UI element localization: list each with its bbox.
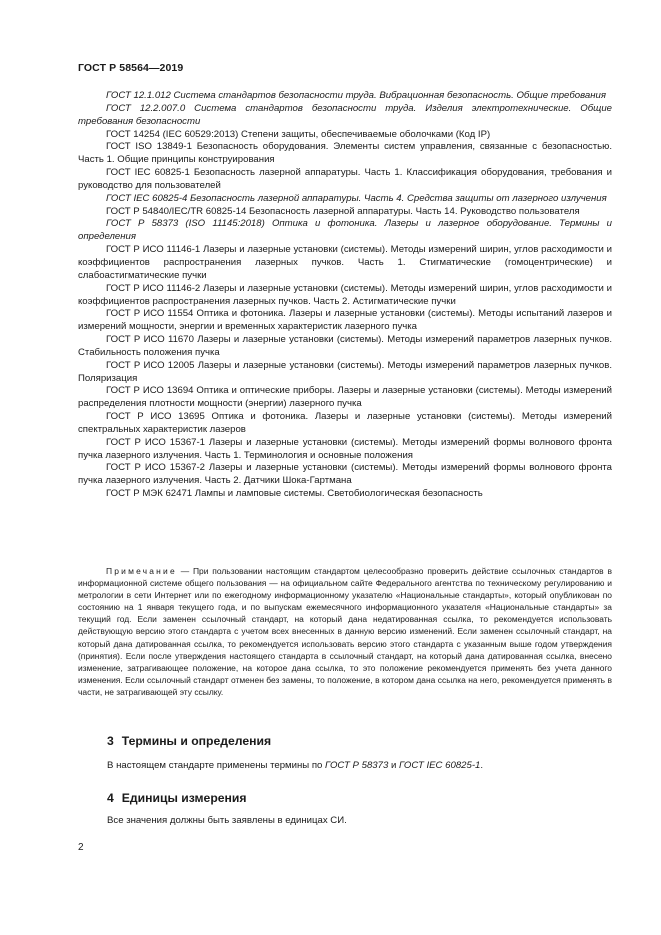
reference-item: ГОСТ Р 54840/IEC/TR 60825-14 Безопасность лазерной аппаратуры. Часть 14. Руководство пользователя: [106, 205, 580, 217]
reference-link: ГОСТ Р 58373: [325, 760, 389, 771]
reference-item: ГОСТ IEC 60825-1 Безопасность лазерной аппаратуры. Часть 1. Классификация оборудования, требования и руководство для пользователей: [78, 167, 612, 191]
reference-link: ГОСТ IEC 60825-1: [399, 760, 481, 771]
section-title: Термины и определения: [121, 734, 272, 748]
reference-item: ГОСТ Р ИСО 11554 Оптика и фотоника. Лазеры и лазерные установки (системы). Методы испытаний лазеров и измерений мощности, энергии и временных характеристик лазерного пучка: [78, 308, 612, 333]
reference-item: ГОСТ Р ИСО 15367-1 Лазеры и лазерные установки (системы). Методы измерений формы волнового фронта пучка лазерного излучения. Часть 1. Терминология и основные положения: [78, 436, 612, 461]
note-text: — При пользовании настоящим стандартом целесообразно проверить действие ссылочных стандартов в информационной системе общего пользования — на официальном сайте Федерального агентства по техническому регулированию и метрологии в сети Интернет или по ежегодному информационному указателю «Национальные стандарты», который опубликован по состоянию на 1 января текущего года, и по выпускам ежемесячного информационного указателя «Национальные стандарты» за текущий год. Если заменен ссылочный стандарт, на который дана недатированная ссылка, то рекомендуется использовать действующую версию этого стандарта с учетом всех внесенных в данную версию изменений. Если заменен ссылочный стандарт, на который дана датированная ссылка, то рекомендуется использовать версию этого стандарта с указанным выше годом утверждения (принятия). Если после утверждения настоящего стандарта в ссылочный стандарт, на который дана датированная ссылка, внесено изменение, затрагивающее положение, на которое дана ссылка, то это положение рекомендуется применять без учета данного изменения. Если ссылочный стандарт отменен без замены, то положение, в котором дана ссылка на него, рекомендуется применять в части, не затрагивающей эту ссылку.: [78, 566, 612, 697]
reference-item: ГОСТ Р МЭК 62471 Лампы и ламповые системы. Светобиологическая безопасность: [106, 488, 483, 500]
reference-item: ГОСТ 12.1.012 Система стандартов безопасности труда. Вибрационная безопасность. Общие требования: [106, 90, 606, 101]
section-4-heading: [107, 791, 247, 805]
document-header: ГОСТ Р 58564—2019: [78, 62, 184, 74]
section-4-paragraph: Все значения должны быть заявлены в единицах СИ.: [107, 815, 347, 826]
note-paragraph: [78, 565, 612, 698]
reference-item: ГОСТ Р ИСО 13695 Оптика и фотоника. Лазеры и лазерные установки (системы). Методы измерений спектральных характеристик лазеров: [78, 411, 612, 435]
reference-item: ГОСТ Р 58373 (ISO 11145:2018) Оптика и фотоника. Лазеры и лазерное оборудование. Термины и определения: [78, 218, 612, 243]
reference-item: ГОСТ Р ИСО 15367-2 Лазеры и лазерные установки (системы). Методы измерений формы волнового фронта пучка лазерного излучения. Часть 2. Датчики Шока-Гартмана: [78, 462, 612, 487]
reference-item: ГОСТ Р ИСО 12005 Лазеры и лазерные установки (системы). Методы измерений параметров лазерных пучков. Поляризация: [78, 359, 612, 384]
section-number: 3: [107, 734, 114, 748]
normative-references-list: [78, 90, 612, 501]
paragraph-text: и: [388, 760, 399, 771]
reference-item: ГОСТ 12.2.007.0 Система стандартов безопасности труда. Изделия электротехнические. Общие требования безопасности: [78, 102, 612, 127]
reference-item: ГОСТ Р ИСО 11146-2 Лазеры и лазерные установки (системы). Методы измерений ширин, углов расходимости и коэффициентов распространения лазерных пучков. Часть 2. Астигматические пучки: [78, 282, 612, 307]
section-title: Единицы измерения: [121, 791, 247, 805]
reference-item: ГОСТ 14254 (IEC 60529:2013) Степени защиты, обеспечиваемые оболочками (Код IP): [106, 128, 491, 140]
reference-item: ГОСТ ISO 13849-1 Безопасность оборудования. Элементы систем управления, связанные с безопасностью. Часть 1. Общие принципы конструирования: [78, 141, 612, 166]
section-3-paragraph: [107, 760, 483, 771]
section-number: 4: [107, 791, 114, 805]
page-number: 2: [78, 842, 84, 853]
reference-item: ГОСТ Р ИСО 11146-1 Лазеры и лазерные установки (системы). Методы измерений ширин, углов расходимости и коэффициентов распространения лазерных пучков. Часть 1. Стигматические (гомоцентрические) и слабоастигматические пучки: [78, 244, 612, 281]
paragraph-text: .: [480, 760, 484, 771]
reference-item: ГОСТ IEC 60825-4 Безопасность лазерной аппаратуры. Часть 4. Средства защиты от лазерного излучения: [106, 192, 607, 204]
note-label: Примечание: [106, 566, 177, 576]
section-3-heading: [107, 734, 271, 748]
reference-item: ГОСТ Р ИСО 11670 Лазеры и лазерные установки (системы). Методы измерений параметров лазерных пучков. Стабильность положения пучка: [78, 334, 612, 358]
paragraph-text: В настоящем стандарте применены термины по: [107, 760, 326, 771]
reference-item: ГОСТ Р ИСО 13694 Оптика и оптические приборы. Лазеры и лазерные установки (системы). Методы измерений распределения плотности мощности (энергии) лазерного пучка: [78, 385, 612, 410]
